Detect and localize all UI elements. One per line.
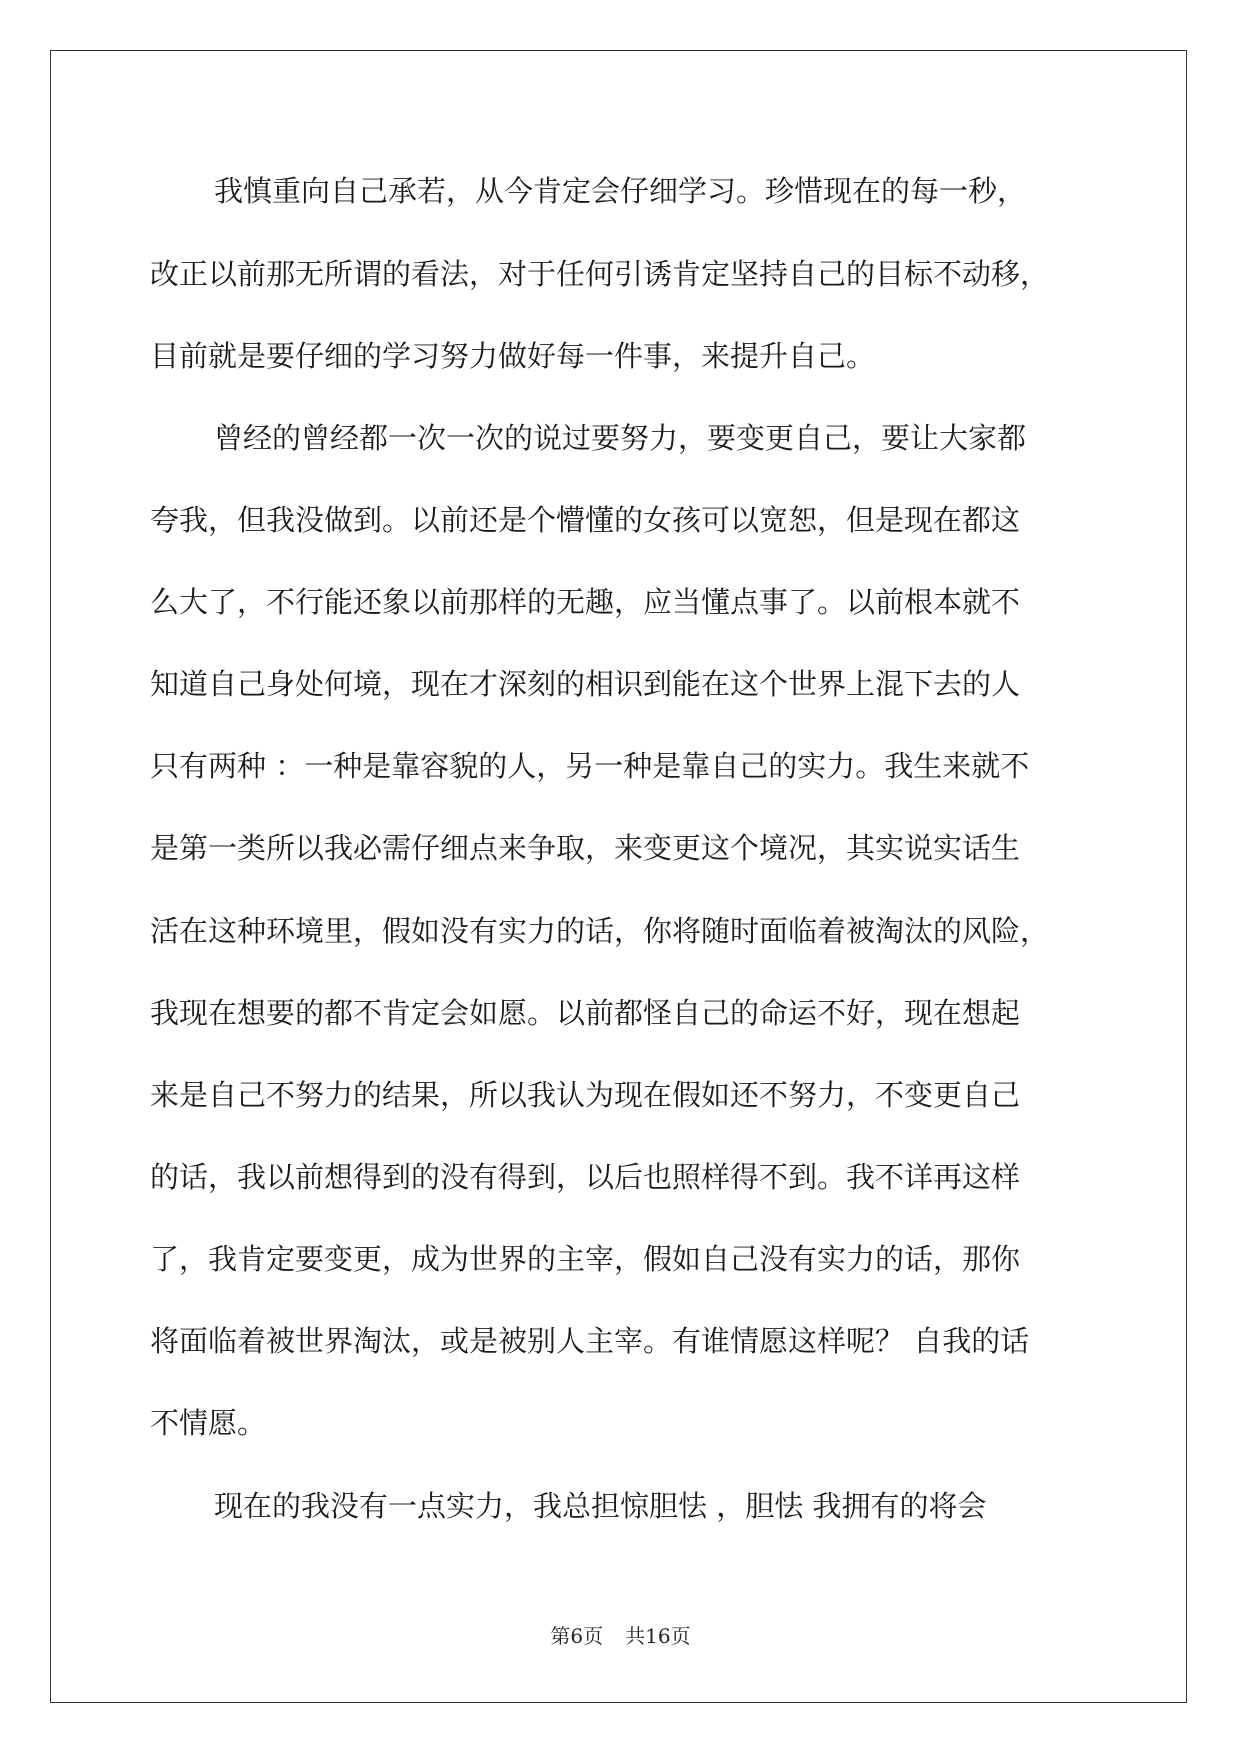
paragraph-2-line-4: 知道自己身处何境，现在才深刻的相识到能在这个世界上混下去的人 — [150, 667, 1021, 701]
paragraph-1-line-1: 我慎重向自己承若，从今肯定会仔细学习。珍惜现在的每一秒， — [214, 174, 1027, 208]
paragraph-2-line-6: 是第一类所以我必需仔细点来争取，来变更这个境况，其实说实话生 — [150, 831, 1021, 865]
paragraph-2-line-13: 不情愿。 — [150, 1406, 267, 1440]
page-total: 共16页 — [625, 1624, 691, 1648]
paragraph-2-line-10: 的话，我以前想得到的没有得到，以后也照样得不到。我不详再这样 — [150, 1160, 1021, 1194]
paragraph-2-line-8: 我现在想要的都不肯定会如愿。以前都怪自己的命运不好，现在想起 — [150, 996, 1021, 1030]
paragraph-2-line-11: 了，我肯定要变更，成为世界的主宰，假如自己没有实力的话，那你 — [150, 1242, 1021, 1276]
paragraph-2-line-5: 只有两种 ：一种是靠容貌的人，另一种是靠自己的实力。我生来就不 — [150, 749, 1030, 783]
page-border — [50, 50, 1187, 1703]
paragraph-2-line-1: 曾经的曾经都一次一次的说过要努力，要变更自己，要让大家都 — [214, 421, 1027, 455]
paragraph-2-line-2: 夸我，但我没做到。以前还是个懵懂的女孩可以宽恕，但是现在都这 — [150, 503, 1021, 537]
paragraph-3-line-1: 现在的我没有一点实力，我总担惊胆怯 ，胆怯 我拥有的将会 — [214, 1489, 987, 1523]
page-footer — [0, 1624, 1241, 1648]
paragraph-1-line-3: 目前就是要仔细的学习努力做好每一件事，来提升自己。 — [150, 339, 876, 373]
paragraph-1-line-2: 改正以前那无所谓的看法，对于任何引诱肯定坚持自己的目标不动移， — [150, 257, 1050, 291]
paragraph-2-line-9: 来是自己不努力的结果，所以我认为现在假如还不努力，不变更自己 — [150, 1078, 1021, 1112]
page-number: 第6页 — [550, 1624, 604, 1648]
paragraph-2-line-7: 活在这种环境里，假如没有实力的话，你将随时面临着被淘汰的风险， — [150, 914, 1050, 948]
paragraph-2-line-12: 将面临着被世界淘汰，或是被别人主宰。有谁情愿这样呢？ 自我的话 — [150, 1324, 1030, 1358]
paragraph-2-line-3: 么大了，不行能还象以前那样的无趣，应当懂点事了。以前根本就不 — [150, 585, 1021, 619]
